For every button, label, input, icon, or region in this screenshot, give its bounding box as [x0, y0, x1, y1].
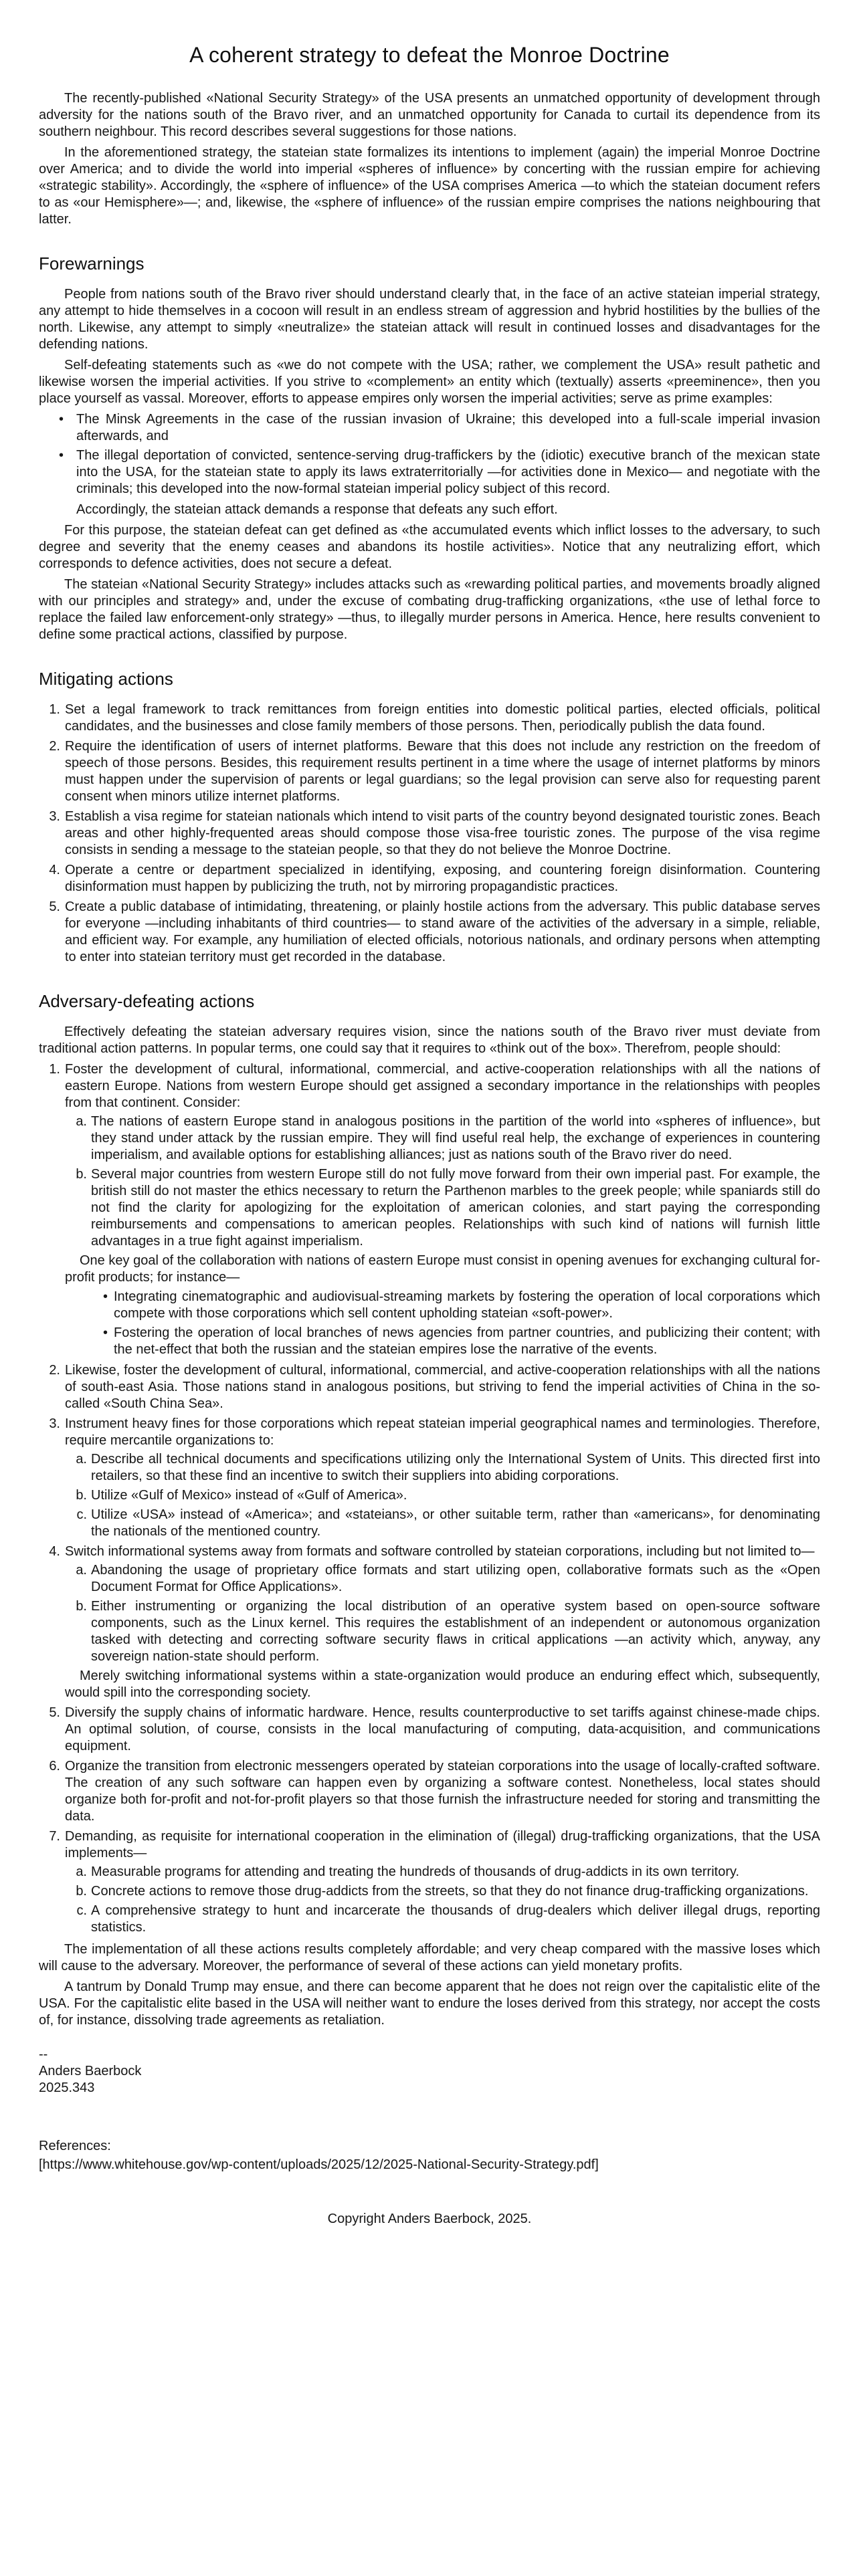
number-marker: 1.: [49, 702, 60, 717]
letter-marker: b.: [76, 1167, 87, 1182]
paragraph: In the aforementioned strategy, the stateian state formalizes its intentions to implement (again) the imperial Monroe Doctrine over America; and to divide the world into imperial «spheres of influence» by concerting with the russian empire for achieving «strategic stability». Accordingly, the «sphere of influence» of the USA comprises America —to which the stateian document refers to as «our Hemisphere»—; and, likewise, the «sphere of influence» of the russian empire comprises the nations neighbouring that latter.: [39, 145, 820, 227]
letter-item: [65, 1487, 820, 1504]
letter-marker: c.: [76, 1903, 87, 1918]
signature-block: [39, 2046, 820, 2097]
section-heading: Forewarnings: [39, 253, 145, 274]
letter-item: [65, 1507, 820, 1540]
paragraph: Self-defeating statements such as «we do not compete with the USA; rather, we complement the USA» result pathetic and likewise worsen the imperial activities. If you strive to «complement» an entity which (textually) asserts «preeminence», then you place yourself as vassal. Moreover, efforts to appease empires only worsen the imperial activities; serve as prime examples:: [39, 358, 820, 406]
document-body: [39, 90, 820, 2173]
numbered-item: [39, 1362, 820, 1412]
paragraph: A tantrum by Donald Trump may ensue, and there can become apparent that he does not reign over the capitalistic elite of the USA. For the capitalistic elite based in the USA will neither want to endure the loses derived from this strategy, nor accept the costs of, for instance, dissolving trade agreements as retaliation.: [39, 1979, 820, 2028]
paragraph: For this purpose, the stateian defeat can get defined as «the accumulated events which inflict losses to the adversary, to such degree and severity that the enemy ceases and abandons its hostile activities». Notice that any neutralizing effort, which corresponds to defence activities, does not secure a defeat.: [39, 523, 820, 571]
bullet-item-text: The Minsk Agreements in the case of the russian invasion of Ukraine; this developed into a full-scale imperial invasion afterwards, and: [76, 412, 820, 443]
number-marker: 5.: [49, 1705, 60, 1720]
letter-marker: a.: [76, 1114, 87, 1129]
numbered-item-text: Organize the transition from electronic messengers operated by stateian corporations into the usage of locally-crafted software. The creation of any such software can happen even by organizing a software contest. Nonetheless, local states should organize both for-profit and not-for-profit players so that those furnish the infrastructure needed for storing and transmitting the data.: [65, 1759, 820, 1824]
numbered-item-text: Demanding, as requisite for international cooperation in the elimination of (illegal) drug-trafficking organizations, that the USA implements—: [65, 1829, 820, 1860]
list-paragraph: Merely switching informational systems within a state-organization would produce an enduring effect which, subsequently, would spill into the corresponding society.: [65, 1669, 820, 1700]
list-continuation-paragraph: Accordingly, the stateian attack demands a response that defeats any such effort.: [76, 502, 558, 517]
number-marker: 4.: [49, 1544, 60, 1559]
number-marker: 3.: [49, 1416, 60, 1431]
numbered-item-text: Operate a centre or department specialized in identifying, exposing, and countering foreign disinformation. Countering disinformation must happen by publicizing the truth, not by mirroring propagandistic practices.: [65, 863, 820, 894]
bullet-item-text: Integrating cinematographic and audiovisual-streaming markets by fostering the operation of local corporations which compete with those corporations which sell content upholding stateian «soft-power».: [114, 1289, 820, 1321]
section-heading: Mitigating actions: [39, 669, 173, 689]
numbered-item: [39, 862, 820, 895]
number-marker: 7.: [49, 1829, 60, 1844]
bullet-marker: •: [59, 412, 64, 427]
bullet-item: [39, 411, 820, 445]
letter-item-text: Concrete actions to remove those drug-addicts from the streets, so that they do not finance drug-trafficking organizations.: [91, 1884, 809, 1899]
reference-url: [https://www.whitehouse.gov/wp-content/uploads/2025/12/2025-National-Security-Strategy.pdf]: [39, 2157, 599, 2172]
bullet-marker: •: [103, 1289, 108, 1304]
numbered-item-text: Diversify the supply chains of informatic hardware. Hence, results counterproductive to set tariffs against chinese-made chips. An optimal solution, of course, consists in the local manufacturing of computing, data-acquisition, and communications equipment.: [65, 1705, 820, 1753]
numbered-item-text: Require the identification of users of internet platforms. Beware that this does not include any restriction on the freedom of speech of those persons. Besides, this requirement results pertinent in a time where the usage of internet platforms by minors must happen under the supervision of parents or legal guardians; so the legal provision can serve also for requesting parent consent when minors utilize internet platforms.: [65, 739, 820, 804]
bullet-marker: •: [59, 448, 64, 463]
paragraph: The recently-published «National Security Strategy» of the USA presents an unmatched opportunity of development through adversity for the nations south of the Bravo river, and an unmatched opportunity for Canada to curtail its dependence from its southern neighbour. This record describes several suggestions for those nations.: [39, 91, 820, 139]
letter-list: [65, 1113, 820, 1250]
document-title: A coherent strategy to defeat the Monroe Doctrine: [189, 43, 670, 67]
bullet-list: [65, 1289, 820, 1358]
signature-line: Anders Baerbock: [39, 2064, 142, 2078]
bullet-list: [39, 411, 820, 498]
number-marker: 4.: [49, 863, 60, 877]
letter-marker: b.: [76, 1488, 87, 1503]
numbered-item-text: Foster the development of cultural, informational, commercial, and active-cooperation relationships with all the nations of eastern Europe. Nations from western Europe should get assigned a secondary importance in the relationships with peoples from that continent. Consider:: [65, 1062, 820, 1110]
letter-list: [65, 1562, 820, 1665]
letter-item-text: Utilize «Gulf of Mexico» instead of «Gulf of America».: [91, 1488, 407, 1503]
letter-item-text: A comprehensive strategy to hunt and incarcerate the thousands of drug-dealers which deliver illegal drugs, reporting statistics.: [91, 1903, 820, 1935]
numbered-list: [39, 702, 820, 966]
letter-item: [65, 1903, 820, 1936]
letter-marker: c.: [76, 1507, 87, 1522]
letter-list: [65, 1451, 820, 1540]
paragraph: People from nations south of the Bravo river should understand clearly that, in the face of an active stateian imperial strategy, any attempt to hide themselves in a cocoon will result in an endless stream of aggression and hybrid hostilities by the bullies of the north. Likewise, any attempt to simply «neutralize» the stateian attack will result in continued losses and disadvantages for the defending nations.: [39, 287, 820, 352]
numbered-item: [39, 809, 820, 859]
number-marker: 2.: [49, 1363, 60, 1378]
letter-marker: a.: [76, 1864, 87, 1879]
letter-list: [65, 1864, 820, 1936]
letter-item: [65, 1562, 820, 1596]
numbered-item-text: Instrument heavy fines for those corporations which repeat stateian imperial geographical names and terminologies. Therefore, require mercantile organizations to:: [65, 1416, 820, 1448]
paragraph: The stateian «National Security Strategy» includes attacks such as «rewarding political parties, and movements broadly aligned with our principles and strategy» and, under the excuse of combating drug-trafficking organizations, «the use of lethal force to replace the failed law enforcement-only strategy» —thus, to illegally murder persons in America. Hence, here results convenient to define some practical actions, classified by purpose.: [39, 577, 820, 642]
numbered-item: [39, 1416, 820, 1540]
letter-item: [65, 1113, 820, 1164]
bullet-item-text: The illegal deportation of convicted, sentence-serving drug-traffickers by the (idiotic) executive branch of the mexican state into the USA, for the stateian state to apply its laws extraterritorially —for activities done in Mexico— and negotiate with the criminals; this developed into the now-formal stateian imperial policy subject of this record.: [76, 448, 820, 496]
bullet-item: [65, 1325, 820, 1358]
letter-item: [65, 1864, 820, 1881]
numbered-item-text: Create a public database of intimidating, threatening, or plainly hostile actions from the adversary. This public database serves for everyone —including inhabitants of third countries— to stand aware of the activities of the adversary in a simple, reliable, and efficient way. For example, any humiliation of elected officials, notorious nationals, and ordinary persons when attempting to enter into stateian territory must get recorded in the database.: [65, 899, 820, 964]
letter-item: [65, 1883, 820, 1900]
letter-item: [65, 1166, 820, 1250]
letter-item-text: Abandoning the usage of proprietary office formats and start utilizing open, collaborative formats such as the «Open Document Format for Office Applications».: [91, 1563, 820, 1594]
number-marker: 1.: [49, 1062, 60, 1077]
letter-marker: b.: [76, 1884, 87, 1899]
list-paragraph: One key goal of the collaboration with nations of eastern Europe must consist in opening avenues for exchanging cultural for-profit products; for instance—: [65, 1253, 820, 1285]
numbered-item: [39, 899, 820, 966]
letter-marker: a.: [76, 1563, 87, 1578]
number-marker: 2.: [49, 739, 60, 754]
copyright-notice: Copyright Anders Baerbock, 2025.: [327, 2212, 532, 2226]
letter-marker: a.: [76, 1452, 87, 1467]
bullet-item: [39, 447, 820, 498]
letter-item-text: Several major countries from western Europe still do not fully move forward from their own imperial past. For example, the british still do not master the ethics necessary to return the Parthenon marbles to the greek people; while spaniards still do not find the clarity for apologizing for the exploitation of american colonies, and start paying the corresponding reimbursements and compensations to american peoples. Relationships with such kind of nations will furnish little advantages in a true fight against imperialism.: [91, 1167, 820, 1249]
paragraph: The implementation of all these actions results completely affordable; and very cheap compared with the massive loses which will cause to the adversary. Moreover, the performance of several of these actions can yield monetary profits.: [39, 1942, 820, 1973]
signature-line: 2025.343: [39, 2080, 95, 2095]
letter-item: [65, 1598, 820, 1665]
number-marker: 5.: [49, 899, 60, 914]
number-marker: 3.: [49, 809, 60, 824]
numbered-item: [39, 1705, 820, 1755]
letter-marker: b.: [76, 1599, 87, 1614]
letter-item-text: The nations of eastern Europe stand in analogous positions in the partition of the world into «spheres of influence», but they stand under attack by the russian empire. They will find useful real help, the exchange of experiences in countering imperialism, and available options for establishing alliances; just as nations south of the Bravo river do need.: [91, 1114, 820, 1162]
numbered-item-text: Switch informational systems away from formats and software controlled by stateian corporations, including but not limited to—: [65, 1544, 815, 1559]
letter-item-text: Describe all technical documents and specifications utilizing only the International System of Units. This directed first into retailers, so that these find an incentive to switch their suppliers into abiding corporations.: [91, 1452, 820, 1483]
references-block: [39, 2138, 820, 2173]
section-heading: Adversary-defeating actions: [39, 991, 255, 1011]
numbered-item: [39, 1543, 820, 1701]
letter-item: [65, 1451, 820, 1485]
letter-item-text: Either instrumenting or organizing the local distribution of an operative system based on open-source software components, such as the Linux kernel. This requires the establishment of an independent or autonomous organization tasked with detecting and correcting software security flaws in critical applications —an activity which, anyway, any sovereign nation-state should perform.: [91, 1599, 820, 1664]
references-label: References:: [39, 2139, 111, 2153]
numbered-item-text: Set a legal framework to track remittances from foreign entities into domestic political parties, elected officials, political candidates, and the businesses and close family members of those persons. Then, periodically publish the data found.: [65, 702, 820, 734]
letter-item-text: Utilize «USA» instead of «America»; and «stateians», or other suitable term, rather than «americans», for denominating the nationals of the mentioned country.: [91, 1507, 820, 1539]
numbered-item: [39, 702, 820, 735]
number-marker: 6.: [49, 1759, 60, 1774]
numbered-item-text: Establish a visa regime for stateian nationals which intend to visit parts of the country beyond designated touristic zones. Beach areas and other highly-frequented areas should compose those visa-free touristic zones. The purpose of the visa regime consists in sending a message to the stateian people, so that they do not believe the Monroe Doctrine.: [65, 809, 820, 857]
numbered-item: [39, 1758, 820, 1825]
numbered-item: [39, 1828, 820, 1936]
numbered-item: [39, 738, 820, 805]
bullet-item-text: Fostering the operation of local branches of news agencies from partner countries, and publicizing their content; with the net-effect that both the russian and the stateian empires lose the narrative of the events.: [114, 1325, 820, 1357]
numbered-item: [39, 1061, 820, 1358]
bullet-item: [65, 1289, 820, 1322]
signature-line: --: [39, 2047, 48, 2062]
numbered-item-text: Likewise, foster the development of cultural, informational, commercial, and active-cooperation relationships with all the nations of south-east Asia. Those nations stand in analogous positions, but striving to fend the imperial activities of China in the so-called «South China Sea».: [65, 1363, 820, 1411]
paragraph: Effectively defeating the stateian adversary requires vision, since the nations south of the Bravo river must deviate from traditional action patterns. In popular terms, one could say that it requires to «think out of the box». Therefrom, people should:: [39, 1025, 820, 1056]
numbered-list: [39, 1061, 820, 1936]
bullet-marker: •: [103, 1325, 108, 1340]
letter-item-text: Measurable programs for attending and treating the hundreds of thousands of drug-addicts in its own territory.: [91, 1864, 740, 1879]
